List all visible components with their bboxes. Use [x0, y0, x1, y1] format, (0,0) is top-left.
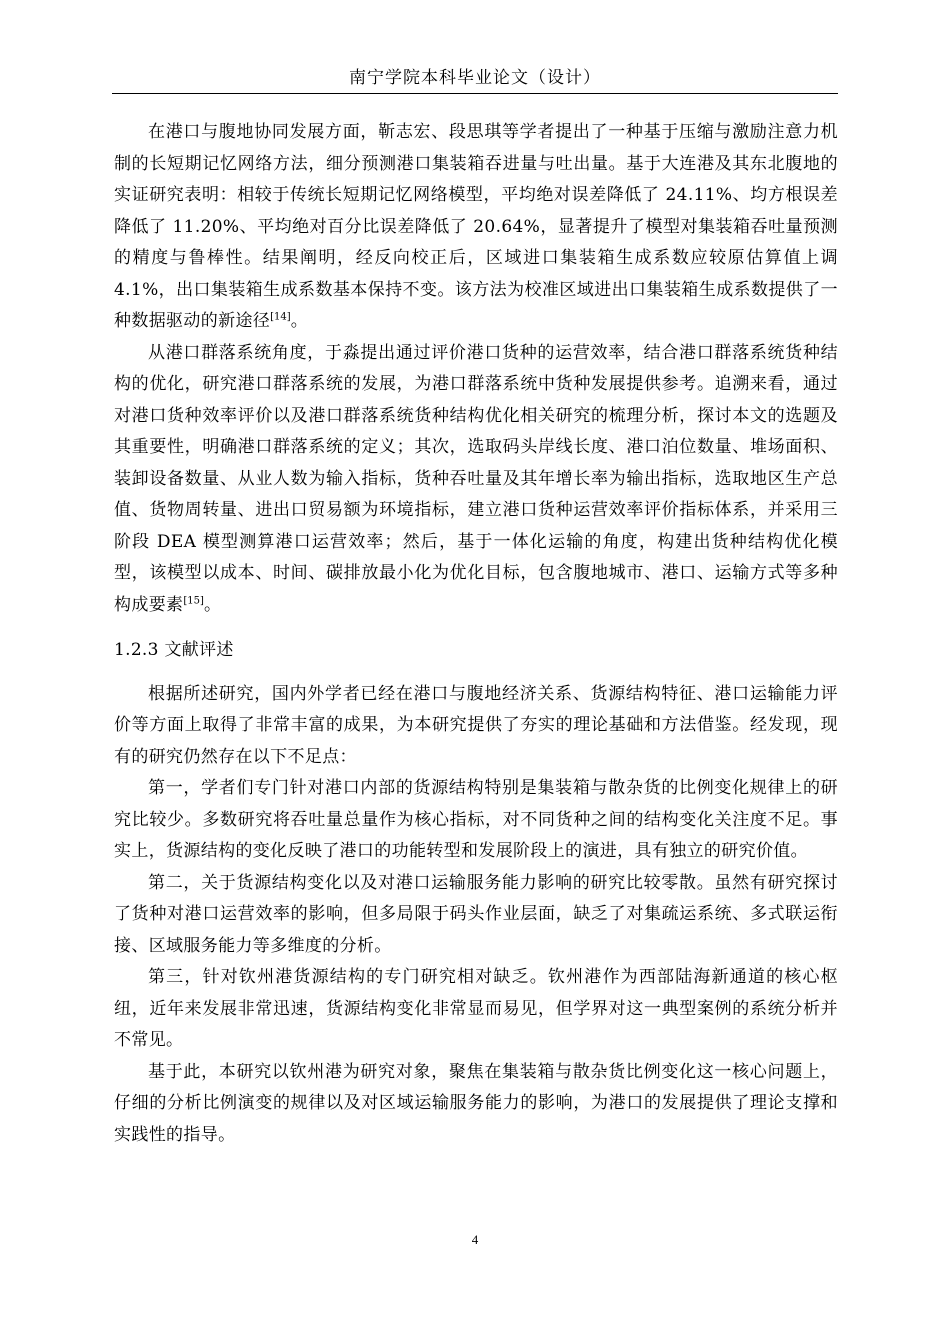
header-rule: [112, 93, 838, 94]
body-paragraph: [114, 338, 838, 622]
body-paragraph: 第二，关于货源结构变化以及对港口运输服务能力影响的研究比较零散。虽然有研究探讨了货种对港口运营效率的影响，但多局限于码头作业层面，缺乏了对集疏运系统、多式联运衔接、区域服务能力等多维度的分析。: [114, 872, 838, 956]
paragraph-tail: 。: [203, 594, 222, 615]
paragraph-text: 从港口群落系统角度，于淼提出通过评价港口货种的运营效率，结合港口群落系统货种结构的优化，研究港口群落系统的发展，为港口群落系统中货种发展提供参考。追溯来看，通过对港口货种效率评价以及港口群落系统货种结构优化相关研究的梳理分析，探讨本文的选题及其重要性，明确港口群落系统的定义；其次，选取码头岸线长度、港口泊位数量、堆场面积、装卸设备数量、从业人数为输入指标，货种吞吐量及其年增长率为输出指标，选取地区生产总值、货物周转量、进出口贸易额为环境指标，建立港口货种运营效率评价指标体系，并采用三阶段 DEA 模型测算港口运营效率；然后，基于一体化运输的角度，构建出货种结构优化模型，该模型以成本、时间、碳排放最小化为优化目标，包含腹地城市、港口、运输方式等多种构成要素: [114, 342, 838, 615]
page-body: [114, 117, 838, 1151]
page-number: 4: [471, 1232, 479, 1247]
page-header-title: 南宁学院本科毕业论文（设计）: [349, 68, 601, 88]
citation-marker: [14]: [270, 311, 291, 323]
citation-marker: [15]: [183, 594, 204, 606]
section-heading: 1.2.3 文献评述: [114, 640, 234, 660]
body-paragraph: [114, 117, 838, 338]
paragraph-tail: 。: [290, 311, 309, 331]
body-paragraph: 第一，学者们专门针对港口内部的货源结构特别是集装箱与散杂货的比例变化规律上的研究比较少。多数研究将吞吐量总量作为核心指标，对不同货种之间的结构变化关注度不足。事实上，货源结构的变化反映了港口的功能转型和发展阶段上的演进，具有独立的研究价值。: [114, 778, 838, 861]
body-paragraph: 第三，针对钦州港货源结构的专门研究相对缺乏。钦州港作为西部陆海新通道的核心枢纽，近年来发展非常迅速，货源结构变化非常显而易见，但学界对这一典型案例的系统分析并不常见。: [114, 967, 838, 1050]
paragraph-text: 在港口与腹地协同发展方面，靳志宏、段思琪等学者提出了一种基于压缩与激励注意力机制的长短期记忆网络方法，细分预测港口集装箱吞进量与吐出量。基于大连港及其东北腹地的实证研究表明：相较于传统长短期记忆网络模型，平均绝对误差降低了 24.11%、均方根误差降低了 11.20%、平均绝对百分比误差降低了 20.64%，显著提升了模型对集装箱吞吐量预测的精度与鲁棒性。结果阐明，经反向校正后，区域进口集装箱生成系数应较原估算值上调 4.1%，出口集装箱生成系数基本保持不变。该方法为校准区域进出口集装箱生成系数提供了一种数据驱动的新途径: [114, 122, 838, 331]
body-paragraph: 根据所述研究，国内外学者已经在港口与腹地经济关系、货源结构特征、港口运输能力评价等方面上取得了非常丰富的成果，为本研究提供了夯实的理论基础和方法借鉴。经发现，现有的研究仍然存在以下不足点：: [114, 683, 838, 767]
body-paragraph: 基于此，本研究以钦州港为研究对象，聚焦在集装箱与散杂货比例变化这一核心问题上，仔细的分析比例演变的规律以及对区域运输服务能力的影响，为港口的发展提供了理论支撑和实践性的指导。: [114, 1061, 838, 1145]
